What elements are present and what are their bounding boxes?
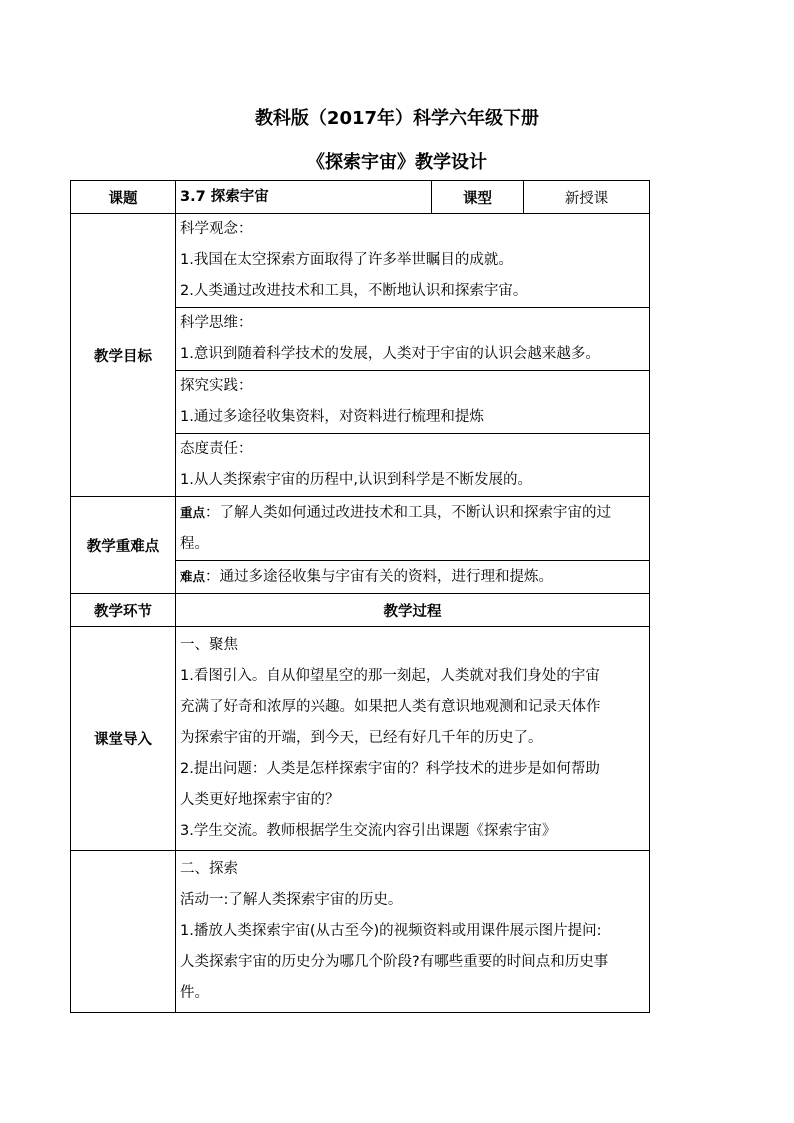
objective-group (176, 307, 649, 370)
objectives-label: 教学目标 (71, 214, 176, 497)
intro-row (71, 627, 650, 851)
topic-label: 课题 (71, 181, 176, 214)
objective-item: 1.通过多途径收集资料，对资料进行梳理和提炼 (180, 409, 484, 425)
key-points-content (176, 497, 650, 594)
key-points-label: 教学重难点 (71, 497, 176, 594)
key-point-label: 重点 (180, 505, 206, 520)
difficulty-text: ：通过多途径收集与宇宙有关的资料，进行理和提炼。 (205, 569, 554, 585)
objective-heading: 探究实践： (180, 378, 253, 394)
explore-row (71, 851, 650, 1013)
topic-row (71, 181, 650, 214)
objectives-content (176, 214, 650, 497)
lesson-plan-table (70, 180, 650, 1013)
intro-line: 充满了好奇和浓厚的兴趣。如果把人类有意识地观测和记录天体作 (180, 699, 601, 715)
objective-item: 1.从人类探索宇宙的历程中,认识到科学是不断发展的。 (180, 472, 532, 488)
objective-item: 2.人类通过改进技术和工具，不断地认识和探索宇宙。 (180, 283, 528, 299)
objective-group (176, 214, 649, 307)
intro-content (176, 627, 650, 851)
key-point-text: ：了解人类如何通过改进技术和工具，不断认识和探索宇宙的过 (205, 505, 612, 521)
intro-line: 人类更好地探索宇宙的？ (180, 792, 340, 808)
explore-label (71, 851, 176, 1013)
objective-heading: 科学观念： (180, 221, 253, 237)
objective-item: 1.我国在太空探索方面取得了许多举世瞩目的成就。 (180, 252, 513, 268)
intro-line: 3.学生交流。教师根据学生交流内容引出课题《探索宇宙》 (180, 823, 557, 839)
explore-line: 件。 (180, 985, 209, 1001)
key-point-line: 程。 (180, 536, 209, 552)
document-subtitle: 《探索宇宙》教学设计 (307, 152, 487, 173)
document-title: 教科版（2017年）科学六年级下册 (254, 108, 540, 129)
objective-heading: 科学思维： (180, 315, 253, 331)
type-label: 课型 (432, 181, 524, 214)
intro-line: 一、聚焦 (180, 637, 238, 653)
type-value: 新授课 (524, 181, 650, 214)
process-column-header: 教学过程 (176, 594, 650, 627)
intro-label: 课堂导入 (71, 627, 176, 851)
objective-group (176, 370, 649, 433)
difficulty-label: 难点 (180, 569, 206, 584)
explore-line: 1.播放人类探索宇宙(从古至今)的视频资料或用课件展示图片提问: (180, 923, 602, 939)
key-points-row (71, 497, 650, 594)
key-point-line (176, 497, 649, 529)
topic-value: 3.7 探索宇宙 (176, 181, 432, 214)
objective-group (176, 433, 649, 496)
stage-column-header: 教学环节 (71, 594, 176, 627)
explore-content (176, 851, 650, 1013)
process-header-row (71, 594, 650, 627)
intro-line: 1.看图引入。自从仰望星空的那一刻起，人类就对我们身处的宇宙 (180, 668, 600, 684)
objectives-row (71, 214, 650, 497)
intro-line: 为探索宇宙的开端，到今天，已经有好几千年的历史了。 (180, 730, 543, 746)
objective-heading: 态度责任： (180, 441, 253, 457)
objective-item: 1.意识到随着科学技术的发展，人类对于宇宙的认识会越来越多。 (180, 346, 600, 362)
intro-line: 2.提出问题：人类是怎样探索宇宙的？科学技术的进步是如何帮助 (180, 761, 600, 777)
explore-line: 人类探索宇宙的历史分为哪几个阶段?有哪些重要的时间点和历史事 (180, 954, 609, 970)
difficulty-line (176, 560, 649, 593)
explore-line: 活动一:了解人类探索宇宙的历史。 (180, 892, 403, 908)
explore-line: 二、探索 (180, 861, 238, 877)
